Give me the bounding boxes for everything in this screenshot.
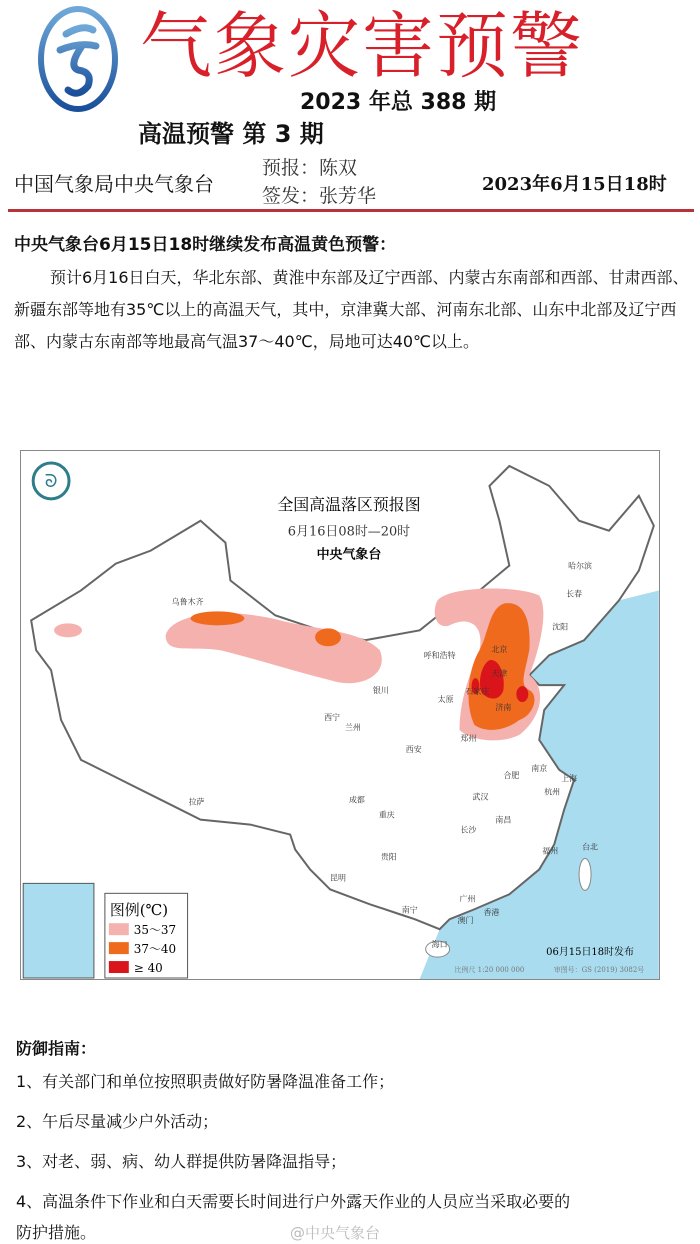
guide-item: 3、对老、弱、病、幼人群提供防暑降温指导； (16, 1152, 347, 1171)
city-label: 香港 (483, 908, 500, 918)
city-label: 合肥 (503, 770, 520, 780)
guide-heading: 防御指南： (16, 1039, 97, 1058)
guide-item: 4、高温条件下作业和白天需要长时间进行户外露天作业的人员应当采取必要的 (16, 1192, 571, 1211)
warning-subtitle: 高温预警 第 3 期 (138, 120, 324, 148)
legend-swatch (109, 961, 129, 973)
city-label: 石家庄 (465, 687, 490, 697)
city-label: 太原 (437, 695, 454, 705)
defense-guide (16, 1036, 696, 1244)
legend-label: ≥ 40 (133, 961, 163, 976)
issue-number: 2023 年总 388 期 (300, 90, 497, 115)
city-label: 济南 (495, 703, 512, 713)
guide-item: 1、有关部门和单位按照职责做好防暑降温准备工作； (16, 1072, 395, 1091)
header-divider (8, 209, 694, 212)
release-time: 06月15日18时发布 (546, 947, 634, 959)
city-label: 上海 (561, 773, 578, 783)
city-label: 广州 (459, 894, 476, 904)
taiwan (579, 858, 591, 890)
city-label: 杭州 (544, 787, 561, 797)
city-label: 福州 (542, 846, 559, 856)
city-label: 西宁 (324, 712, 340, 722)
legend-label: 37～40 (133, 942, 177, 957)
warning-paragraph: 预计6月16日白天，华北东部、黄淮中东部及辽宁西部、内蒙古东南部和西部、甘肃西部、新疆东部等地有35℃以上的高温天气，其中，京津冀大部、河南东北部、山东中北部及辽宁西部、内蒙古东南部等地最高气温37～40℃，局地可达40℃以上。 (14, 268, 689, 351)
city-label: 乌鲁木齐 (171, 597, 204, 607)
organization: 中国气象局中央气象台 (14, 172, 214, 196)
city-label: 天津 (491, 669, 508, 679)
city-label: 长春 (566, 589, 583, 599)
city-label: 郑州 (460, 733, 477, 743)
map-scale: 比例尺 1:20 000 000 (454, 966, 525, 975)
city-label: 北京 (491, 645, 508, 655)
city-label: 兰州 (344, 722, 361, 732)
weibo-watermark: @中央气象台 (290, 1224, 381, 1242)
city-label: 哈尔滨 (568, 561, 593, 571)
map-approval: 审图号：GS (2019) 3082号 (553, 966, 645, 975)
map-agency: 中央气象台 (316, 547, 382, 563)
cma-map-logo-glyph: ᘐ (44, 470, 58, 492)
city-label: 贵阳 (380, 852, 397, 862)
legend-swatch (109, 923, 129, 935)
city-label: 银川 (372, 686, 389, 696)
city-label: 西安 (405, 744, 422, 754)
forecaster: 预报：陈双 (262, 157, 358, 179)
guide-item: 防护措施。 (16, 1223, 97, 1242)
city-label: 澳门 (457, 916, 474, 926)
city-label: 成都 (348, 795, 365, 805)
city-label: 昆明 (330, 873, 346, 883)
south-sea-inset (23, 883, 94, 978)
legend-title: 图例(℃) (109, 901, 169, 920)
warning-heading: 中央气象台6月15日18时继续发布高温黄色预警： (14, 235, 397, 255)
issue-datetime: 2023年6月15日18时 (482, 174, 667, 195)
city-label: 拉萨 (188, 797, 205, 807)
legend-label: 35～37 (133, 923, 177, 938)
heat-forecast-map (20, 450, 660, 980)
city-label: 南昌 (495, 815, 512, 825)
city-label: 海口 (431, 940, 448, 950)
city-label: 武汉 (472, 792, 489, 802)
map-period: 6月16日08时—20时 (287, 524, 411, 540)
city-label: 重庆 (378, 810, 395, 820)
document-title: 气象灾害预警 (140, 4, 585, 88)
guide-item: 2、午后尽量减少户外活动； (16, 1112, 219, 1131)
city-label: 沈阳 (552, 622, 569, 632)
cma-logo (38, 6, 118, 112)
city-label: 南京 (531, 763, 548, 773)
city-label: 南宁 (401, 905, 418, 915)
issuer: 签发：张芳华 (262, 185, 377, 207)
city-label: 台北 (582, 842, 599, 852)
map-title: 全国高温落区预报图 (277, 494, 421, 514)
city-label: 长沙 (460, 825, 477, 835)
city-label: 呼和浩特 (423, 651, 456, 661)
legend-swatch (109, 942, 129, 954)
